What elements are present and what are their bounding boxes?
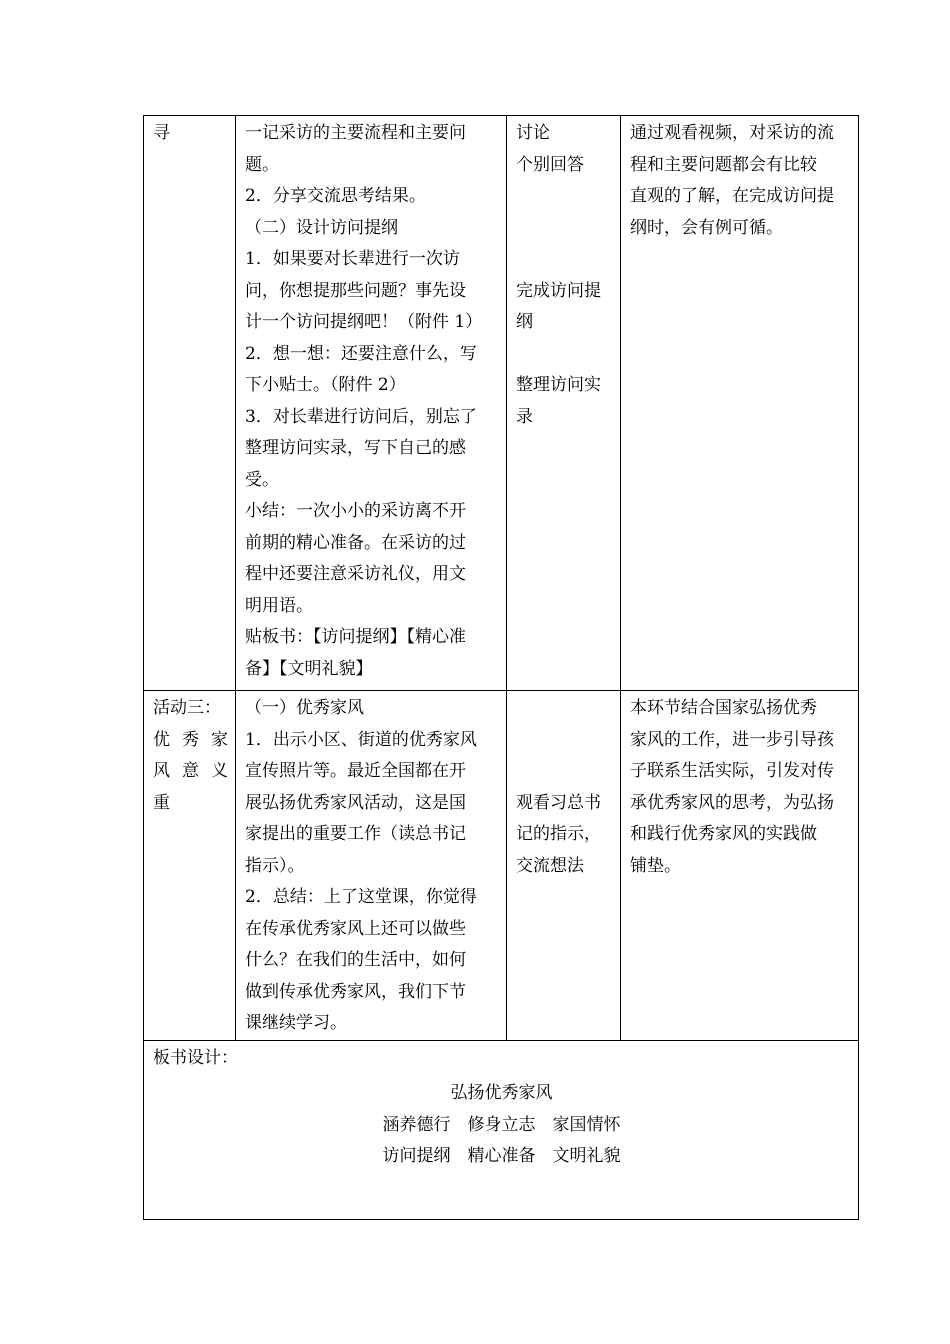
process-line: 小结：一次小小的采访离不开 bbox=[245, 501, 466, 521]
student-line: 录 bbox=[516, 406, 533, 427]
process-line: （二）设计访问提纲 bbox=[245, 217, 398, 238]
board-design-cell bbox=[144, 1040, 859, 1219]
process-line: 计一个访问提纲吧！（附件 1） bbox=[245, 312, 483, 332]
process-line: 2．想一想：还要注意什么，写 bbox=[245, 343, 477, 364]
process-line: 贴板书：【访问提纲】【精心准 bbox=[245, 627, 466, 647]
process-line: 前期的精心准备。在采访的过 bbox=[245, 532, 466, 553]
process-line: 一记采访的主要流程和主要问 bbox=[245, 123, 466, 143]
student-line: 观看习总书 bbox=[516, 792, 601, 813]
activity-cell bbox=[144, 116, 236, 691]
board-design-label: 板书设计： bbox=[153, 1047, 238, 1068]
intent-line: 本环节结合国家弘扬优秀 bbox=[630, 698, 817, 718]
design-intent-cell bbox=[621, 116, 859, 691]
intent-line: 通过观看视频，对采访的流 bbox=[630, 123, 834, 143]
spacer bbox=[516, 693, 612, 725]
process-line: 什么？在我们的生活中，如何 bbox=[245, 950, 466, 970]
process-line: 课继续学习。 bbox=[245, 1013, 347, 1033]
table-row bbox=[144, 1040, 859, 1219]
activity-text: 活动三： bbox=[153, 698, 221, 718]
process-line: 程中还要注意采访礼仪，用文 bbox=[245, 564, 466, 584]
process-line: 展弘扬优秀家风活动，这是国 bbox=[245, 792, 466, 813]
spacer bbox=[516, 339, 612, 371]
process-line: 做到传承优秀家风，我们下节 bbox=[245, 981, 466, 1002]
intent-line: 和践行优秀家风的实践做 bbox=[630, 824, 817, 844]
process-line: 指示）。 bbox=[245, 855, 305, 876]
design-intent-cell bbox=[621, 691, 859, 1041]
process-line: 1．出示小区、街道的优秀家风 bbox=[245, 729, 477, 750]
intent-line: 承优秀家风的思考，为弘扬 bbox=[630, 792, 834, 813]
student-line: 纲 bbox=[516, 312, 533, 332]
spacer bbox=[516, 213, 612, 245]
lesson-plan-table bbox=[143, 115, 859, 1220]
intent-line: 程和主要问题都会有比较 bbox=[630, 154, 817, 175]
student-line: 讨论 bbox=[516, 123, 550, 143]
process-cell bbox=[236, 116, 507, 691]
spacer bbox=[516, 244, 612, 276]
student-line: 完成访问提 bbox=[516, 280, 601, 301]
process-line: 整理访问实录，写下自己的感 bbox=[245, 438, 466, 458]
student-activity-cell bbox=[507, 116, 621, 691]
intent-line: 铺垫。 bbox=[630, 855, 681, 876]
process-cell bbox=[236, 691, 507, 1041]
table-row bbox=[144, 116, 859, 691]
table-row bbox=[144, 691, 859, 1041]
spacer bbox=[516, 181, 612, 213]
process-line: 题。 bbox=[245, 154, 279, 175]
process-line: 受。 bbox=[245, 469, 279, 490]
activity-text: 优秀家 bbox=[153, 729, 240, 750]
board-line: 访问提纲 精心准备 文明礼貌 bbox=[382, 1146, 621, 1166]
activity-text: 重 bbox=[153, 792, 170, 813]
process-line: 2．分享交流思考结果。 bbox=[245, 186, 426, 206]
intent-line: 子联系生活实际，引发对传 bbox=[630, 761, 834, 781]
process-line: 2．总结：上了这堂课，你觉得 bbox=[245, 887, 477, 907]
process-line: 1．如果要对长辈进行一次访 bbox=[245, 249, 460, 269]
process-line: 问，你想提那些问题？事先设 bbox=[245, 280, 466, 301]
intent-line: 直观的了解，在完成访问提 bbox=[630, 186, 834, 206]
process-line: 3．对长辈进行访问后，别忘了 bbox=[245, 406, 477, 427]
board-title: 弘扬优秀家风 bbox=[450, 1083, 553, 1103]
intent-line: 纲时，会有例可循。 bbox=[630, 217, 783, 238]
student-line: 整理访问实 bbox=[516, 375, 601, 395]
board-line: 涵养德行 修身立志 家国情怀 bbox=[382, 1114, 621, 1135]
intent-line: 家风的工作，进一步引导孩 bbox=[630, 729, 834, 750]
activity-text: 风意义 bbox=[153, 761, 240, 781]
process-line: 下小贴士。（附件 2） bbox=[245, 375, 406, 395]
process-line: 宣传照片等。最近全国都在开 bbox=[245, 761, 466, 781]
spacer bbox=[516, 756, 612, 788]
process-line: （一）优秀家风 bbox=[245, 698, 364, 718]
student-line: 个别回答 bbox=[516, 154, 584, 175]
process-line: 明用语。 bbox=[245, 595, 313, 616]
student-line: 交流想法 bbox=[516, 855, 584, 876]
activity-text: 寻 bbox=[153, 123, 170, 143]
process-line: 备】【文明礼貌】 bbox=[245, 658, 373, 679]
activity-cell bbox=[144, 691, 240, 1041]
spacer bbox=[516, 725, 612, 757]
student-activity-cell bbox=[507, 691, 621, 1041]
student-line: 记的指示， bbox=[516, 824, 601, 844]
process-line: 在传承优秀家风上还可以做些 bbox=[245, 918, 466, 939]
process-line: 家提出的重要工作（读总书记 bbox=[245, 824, 466, 844]
